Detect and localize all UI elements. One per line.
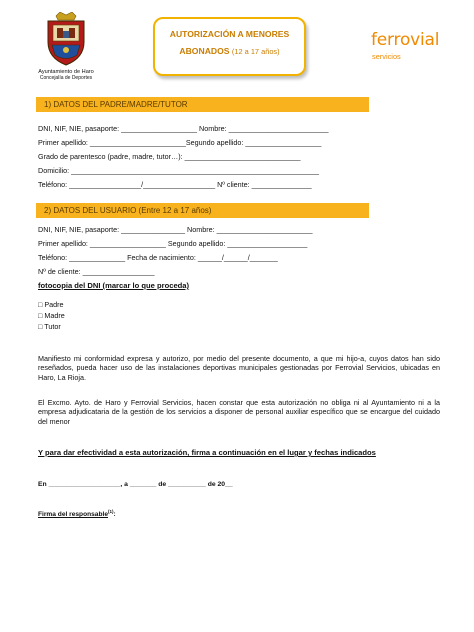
document-title-box (153, 17, 306, 76)
section1-heading-bar (36, 97, 369, 112)
section1-line-dni: DNI, NIF, NIE, pasaporte: ___________________ Nombre: _________________________ (38, 124, 329, 133)
dni-option-tutor[interactable] (38, 322, 61, 331)
section2-line-dni: DNI, NIF, NIE, pasaporte: ________________ Nombre: ________________________ (38, 225, 313, 234)
section1-line-phone: Teléfono: __________________/__________________ Nº cliente: _______________ (38, 180, 312, 189)
signature-label (38, 507, 116, 519)
checkbox-icon[interactable]: □ (38, 300, 43, 309)
dni-option-padre[interactable] (38, 300, 64, 309)
section2-heading: 2) DATOS DEL USUARIO (Entre 12 a 17 años) (44, 206, 212, 215)
signature-heading: Y para dar efectividad a esta autorización, firma a continuación en el lugar y fechas indicados (38, 448, 376, 457)
section2-line-client: Nº de cliente: __________________ (38, 267, 155, 276)
signature-label-text: Firma del responsable (38, 511, 108, 519)
checkbox-icon[interactable]: □ (38, 311, 43, 320)
section1-line-relationship: Grado de parentesco (padre, madre, tutor…): _____________________________ (38, 152, 301, 161)
section2-line-phone-birth: Teléfono: ______________ Fecha de nacimiento: ______/______/_______ (38, 253, 278, 262)
dni-option-madre-label: Madre (44, 311, 65, 320)
checkbox-icon[interactable]: □ (38, 322, 43, 331)
section2-line-surnames: Primer apellido: ___________________ Segundo apellido: ____________________ (38, 239, 308, 248)
ferrovial-logo-subtitle: servicios (372, 52, 401, 61)
organization-department: Concejalía de Deportes (39, 75, 93, 81)
signature-label-colon: : (113, 511, 116, 519)
section1-heading: 1) DATOS DEL PADRE/MADRE/TUTOR (44, 100, 188, 109)
signature-footnote-ref: (1) (108, 509, 114, 514)
dni-option-tutor-label: Tutor (44, 322, 61, 331)
section1-line-address: Domicilio: ______________________________________________________________ (38, 166, 319, 175)
section1-line-surnames: Primer apellido: ________________________Segundo apellido: ___________________ (38, 138, 322, 147)
document-title-abonados: ABONADOS (179, 46, 230, 56)
dni-option-padre-label: Padre (44, 300, 64, 309)
dni-copy-heading: fotocopia del DNI (marcar lo que proceda) (38, 281, 190, 290)
consent-paragraph: Manifiesto mi conformidad expresa y autorizo, por medio del presente documento, a que mi hijo-a, cuyos datos han sido reseñados, pueda hacer uso de las instalaciones deportivas municipales gestionadas por Ferrovial Servicios, ubicadas en Haro, La Rioja. (38, 354, 440, 382)
document-title-line2 (155, 46, 304, 56)
dni-option-madre[interactable] (38, 311, 65, 320)
document-title-line1: AUTORIZACIÓN A MENORES (169, 29, 290, 39)
signature-place-date: En ___________________, a _______ de __________ de 20__ (38, 481, 233, 488)
organization-name: Ayuntamiento de Haro (38, 69, 94, 75)
ferrovial-logo: ferrovial (371, 30, 440, 50)
haro-coat-of-arms (44, 12, 88, 66)
document-title-age-range: (12 a 17 años) (231, 47, 280, 56)
disclaimer-paragraph: El Excmo. Ayto. de Haro y Ferrovial Servicios, hacen constar que esta autorización no obliga ni al Ayuntamiento ni a la empresa adjudicataria de la gestión de los servicios a disponer de personal auxiliar específico que se encargue del cuidado del menor (38, 398, 440, 426)
section2-heading-bar (36, 203, 369, 218)
